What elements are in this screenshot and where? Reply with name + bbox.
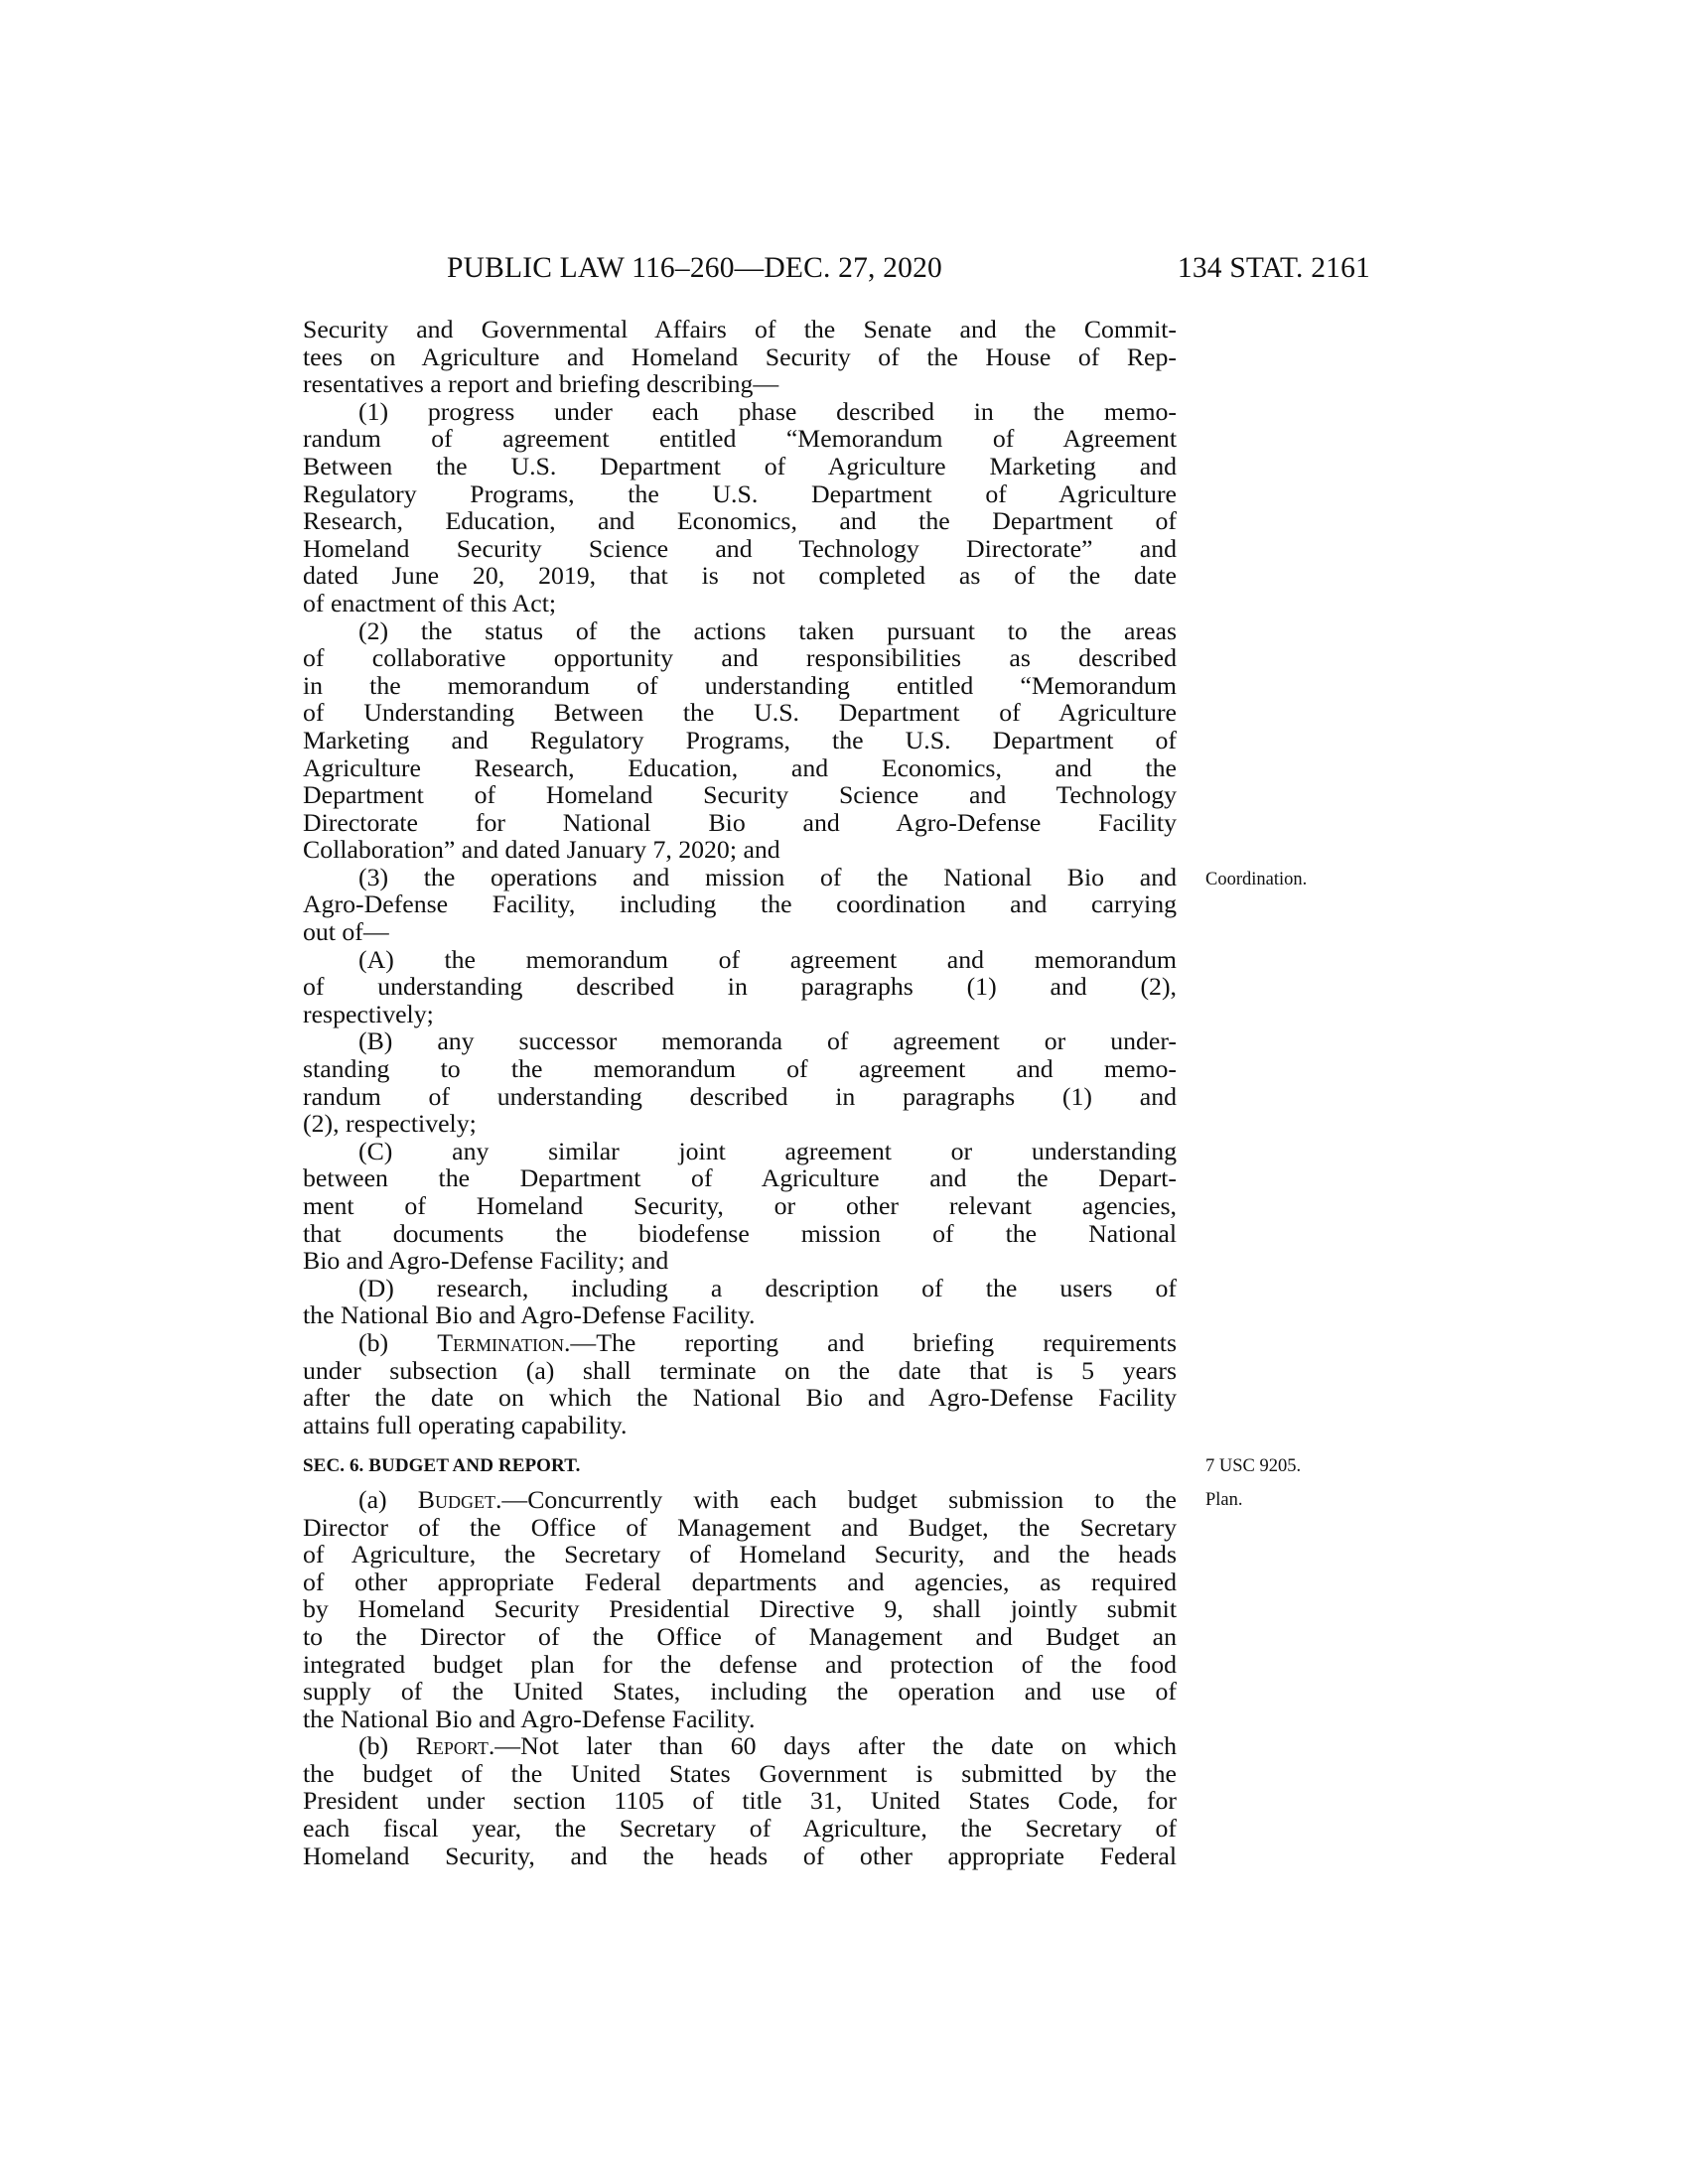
text-line: out of—	[303, 917, 389, 947]
text-line: the National Bio and Agro-Defense Facility.	[303, 1300, 756, 1330]
text-line: Directorate for National Bio and Agro-Defense Facility	[303, 807, 1177, 837]
subparagraph-d	[303, 1275, 1177, 1329]
text-line: resentatives a report and briefing describing—	[303, 369, 779, 399]
text-line: (2), respectively;	[303, 1109, 477, 1139]
subsection-heading: Report	[415, 1731, 489, 1761]
text-line: respectively;	[303, 999, 434, 1028]
subsection-label: (b)	[358, 1731, 416, 1761]
subparagraph-a	[303, 946, 1177, 1028]
text-line: (D) research, including a description of the users of	[358, 1273, 1177, 1302]
text-line: between the Department of Agriculture and the Depart-	[303, 1163, 1177, 1193]
text-line: integrated budget plan for the defense and protection of the food	[303, 1649, 1177, 1679]
text-line: supply of the United States, including the operation and use of	[303, 1677, 1177, 1706]
subsection-heading: Budget	[417, 1484, 495, 1514]
text-line	[303, 1732, 1177, 1760]
statute-text	[303, 316, 1177, 1869]
text-line: Marketing and Regulatory Programs, the U.S. Department of	[303, 725, 1177, 754]
text-line: (3) the operations and mission of the National Bio and	[358, 862, 1177, 891]
running-head-title: PUBLIC LAW 116–260—DEC. 27, 2020	[447, 252, 942, 284]
text-line: Agro-Defense Facility, including the coordination and carrying	[303, 889, 1177, 919]
text-line: Homeland Security, and the heads of other appropriate Federal	[303, 1841, 1177, 1870]
text-run: .—Not later than 60 days after the date on which	[488, 1731, 1177, 1761]
margin-note-plan: Plan.	[1205, 1490, 1243, 1510]
text-line: Department of Homeland Security Science and Technology	[303, 780, 1177, 810]
text-line: (2) the status of the actions taken pursuant to the areas	[358, 615, 1177, 645]
paragraph-3	[303, 864, 1177, 946]
text-line: under subsection (a) shall terminate on the date that is 5 years	[303, 1355, 1177, 1385]
margin-note-coordination: Coordination.	[1205, 870, 1308, 889]
text-line: ment of Homeland Security, or other relevant agencies,	[303, 1191, 1177, 1220]
text-line: Regulatory Programs, the U.S. Department of Agriculture	[303, 478, 1177, 508]
text-line: (A) the memorandum of agreement and memorandum	[358, 944, 1177, 974]
subsection-label: (a)	[358, 1484, 418, 1514]
text-line: standing to the memorandum of agreement and memo-	[303, 1054, 1177, 1084]
text-line: randum of agreement entitled “Memorandum of Agreement	[303, 424, 1177, 454]
text-line: randum of understanding described in paragraphs (1) and	[303, 1081, 1177, 1111]
text-line: of understanding described in paragraphs (1) and (2),	[303, 972, 1177, 1002]
page-number: 134 STAT. 2161	[1177, 252, 1370, 284]
text-line: of Agriculture, the Secretary of Homeland Security, and the heads	[303, 1540, 1177, 1570]
page-header	[447, 248, 1370, 288]
text-line	[303, 1486, 1177, 1514]
text-line: Security and Governmental Affairs of the Senate and the Commit-	[303, 315, 1177, 343]
text-line: Homeland Security Science and Technology Directorate” and	[303, 533, 1177, 563]
text-line: attains full operating capability.	[303, 1410, 628, 1439]
intro-paragraph	[303, 316, 1177, 398]
subsection-budget	[303, 1486, 1177, 1732]
subsection-label: (b)	[358, 1327, 438, 1357]
text-line: Collaboration” and dated January 7, 2020; and	[303, 835, 780, 865]
text-line	[303, 1329, 1177, 1357]
text-line: Agriculture Research, Education, and Economics, and the	[303, 752, 1177, 782]
subsection-termination	[303, 1329, 1177, 1438]
text-line: the National Bio and Agro-Defense Facility.	[303, 1704, 756, 1733]
text-line: (B) any successor memoranda of agreement or under-	[358, 1026, 1177, 1056]
text-run: .—Concurrently with each budget submission to the	[494, 1484, 1177, 1514]
text-line: of other appropriate Federal departments and agencies, as required	[303, 1567, 1177, 1596]
text-line: in the memorandum of understanding entitled “Memorandum	[303, 670, 1177, 700]
text-line: after the date on which the National Bio and Agro-Defense Facility	[303, 1383, 1177, 1413]
text-line: of collaborative opportunity and responsibilities as described	[303, 643, 1177, 673]
text-line: dated June 20, 2019, that is not completed as of the date	[303, 561, 1177, 591]
text-line: of Understanding Between the U.S. Department of Agriculture	[303, 698, 1177, 728]
text-line: Director of the Office of Management and Budget, the Secretary	[303, 1512, 1177, 1542]
margin-note-usc: 7 USC 9205.	[1205, 1456, 1302, 1476]
subparagraph-b	[303, 1027, 1177, 1137]
text-line: (1) progress under each phase described in the memo-	[358, 396, 1177, 426]
subparagraph-c	[303, 1138, 1177, 1275]
text-line: (C) any similar joint agreement or understanding	[358, 1136, 1177, 1165]
section-heading: SEC. 6. BUDGET AND REPORT.	[303, 1455, 581, 1477]
text-line: of enactment of this Act;	[303, 588, 557, 617]
text-line: tees on Agriculture and Homeland Security of the House of Rep-	[303, 341, 1177, 371]
paragraph-2	[303, 617, 1177, 864]
text-run: .—The reporting and briefing requirements	[563, 1327, 1177, 1357]
text-line: that documents the biodefense mission of the National	[303, 1218, 1177, 1248]
subsection-heading: Termination	[437, 1327, 564, 1357]
paragraph-1	[303, 398, 1177, 617]
text-line: to the Director of the Office of Management and Budget an	[303, 1621, 1177, 1651]
text-line: by Homeland Security Presidential Directive 9, shall jointly submit	[303, 1594, 1177, 1624]
text-line: Research, Education, and Economics, and the Department of	[303, 506, 1177, 536]
text-line: Bio and Agro-Defense Facility; and	[303, 1246, 669, 1276]
text-line: each fiscal year, the Secretary of Agriculture, the Secretary of	[303, 1814, 1177, 1843]
subsection-report	[303, 1732, 1177, 1869]
text-line: the budget of the United States Government is submitted by the	[303, 1758, 1177, 1788]
text-line: President under section 1105 of title 31, United States Code, for	[303, 1786, 1177, 1816]
text-line: Between the U.S. Department of Agriculture Marketing and	[303, 451, 1177, 480]
